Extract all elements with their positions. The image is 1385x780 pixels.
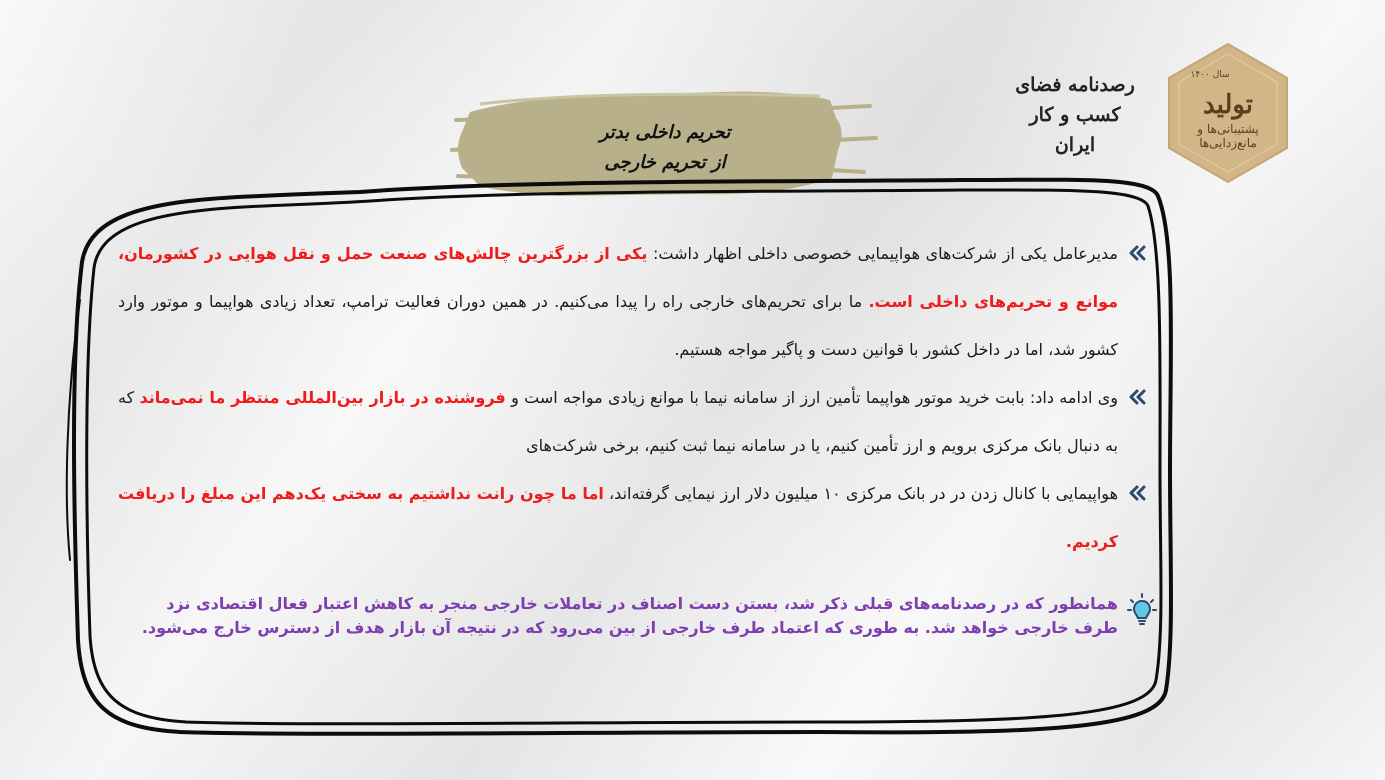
lightbulb-icon xyxy=(1126,592,1158,628)
title-line-2: کسب و کار xyxy=(1029,104,1121,126)
double-chevron-left-icon xyxy=(1126,386,1148,408)
double-chevron-left-icon xyxy=(1126,242,1148,264)
paragraph-3 xyxy=(118,470,1148,566)
paragraph-2-seg-1: وی ادامه داد: بابت خرید موتور هواپیما تأمین ارز از سامانه نیما با موانع زیادی مواجه است و xyxy=(505,388,1119,407)
logo-main-text: تولید xyxy=(1202,90,1254,120)
paragraph-1 xyxy=(118,230,1148,374)
analysis-note xyxy=(128,592,1158,640)
title-line-1: رصدنامه فضای xyxy=(1015,74,1135,96)
logo-sub-text: پشتیبانی‌ها و مانع‌زدایی‌ها xyxy=(1197,122,1259,150)
paragraph-2-highlight: فروشنده در بازار بین‌المللی منتظر ما نمی‌ماند xyxy=(139,388,506,407)
paragraph-2 xyxy=(118,374,1148,470)
paragraph-3-seg-1: هواپیمایی با کانال زدن در در بانک مرکزی ۱۰ میلیون دلار ارز نیمایی گرفته‌اند، xyxy=(603,484,1118,503)
section-title xyxy=(520,118,810,178)
paragraph-1-seg-3: ما برای تحریم‌های خارجی راه را پیدا می‌کنیم. در همین دوران فعالیت ترامپ، تعداد زیادی هواپیما و موتور وارد کشور شد، اما در داخل کشور با قوانین دست و پاگیر مواجه هستیم. xyxy=(118,292,1118,359)
section-title-line-1: تحریم داخلی بدتر xyxy=(599,122,731,143)
content-body xyxy=(118,230,1148,566)
paragraph-2-seg-3: که به دنبال بانک مرکزی برویم و ارز تأمین کنیم، یا در سامانه نیما ثبت کنیم، برخی شرکت‌های xyxy=(118,388,1118,455)
paragraph-1-seg-1: مدیرعامل یکی از شرکت‌های هواپیمایی خصوصی داخلی اظهار داشت: xyxy=(647,244,1118,263)
title-line-3: ایران xyxy=(1054,134,1096,156)
double-chevron-left-icon xyxy=(1126,482,1148,504)
note-text: همانطور که در رصدنامه‌های قبلی ذکر شد، بستن دست اصناف در تعاملات خارجی منجر به کاهش اعتبار فعال اقتصادی نزد طرف خارجی خواهد شد. به طوری که اعتماد طرف خارجی از بین می‌رود که در نتیجه آن بازار هدف از دسترس خارج می‌شود. xyxy=(141,594,1118,637)
section-title-line-2: از تحریم خارجی xyxy=(604,152,726,173)
logo-year: سال ۱۴۰۰ xyxy=(1190,70,1230,80)
paragraph-3-highlight: اما ما چون رانت نداشتیم به سختی یک‌دهم این مبلغ را دریافت کردیم. xyxy=(118,484,1118,551)
publication-title xyxy=(990,70,1160,160)
paragraph-1-highlight: یکی از بزرگترین چالش‌های صنعت حمل و نقل هوایی در کشورمان، موانع و تحریم‌های داخلی است. xyxy=(118,244,1119,311)
